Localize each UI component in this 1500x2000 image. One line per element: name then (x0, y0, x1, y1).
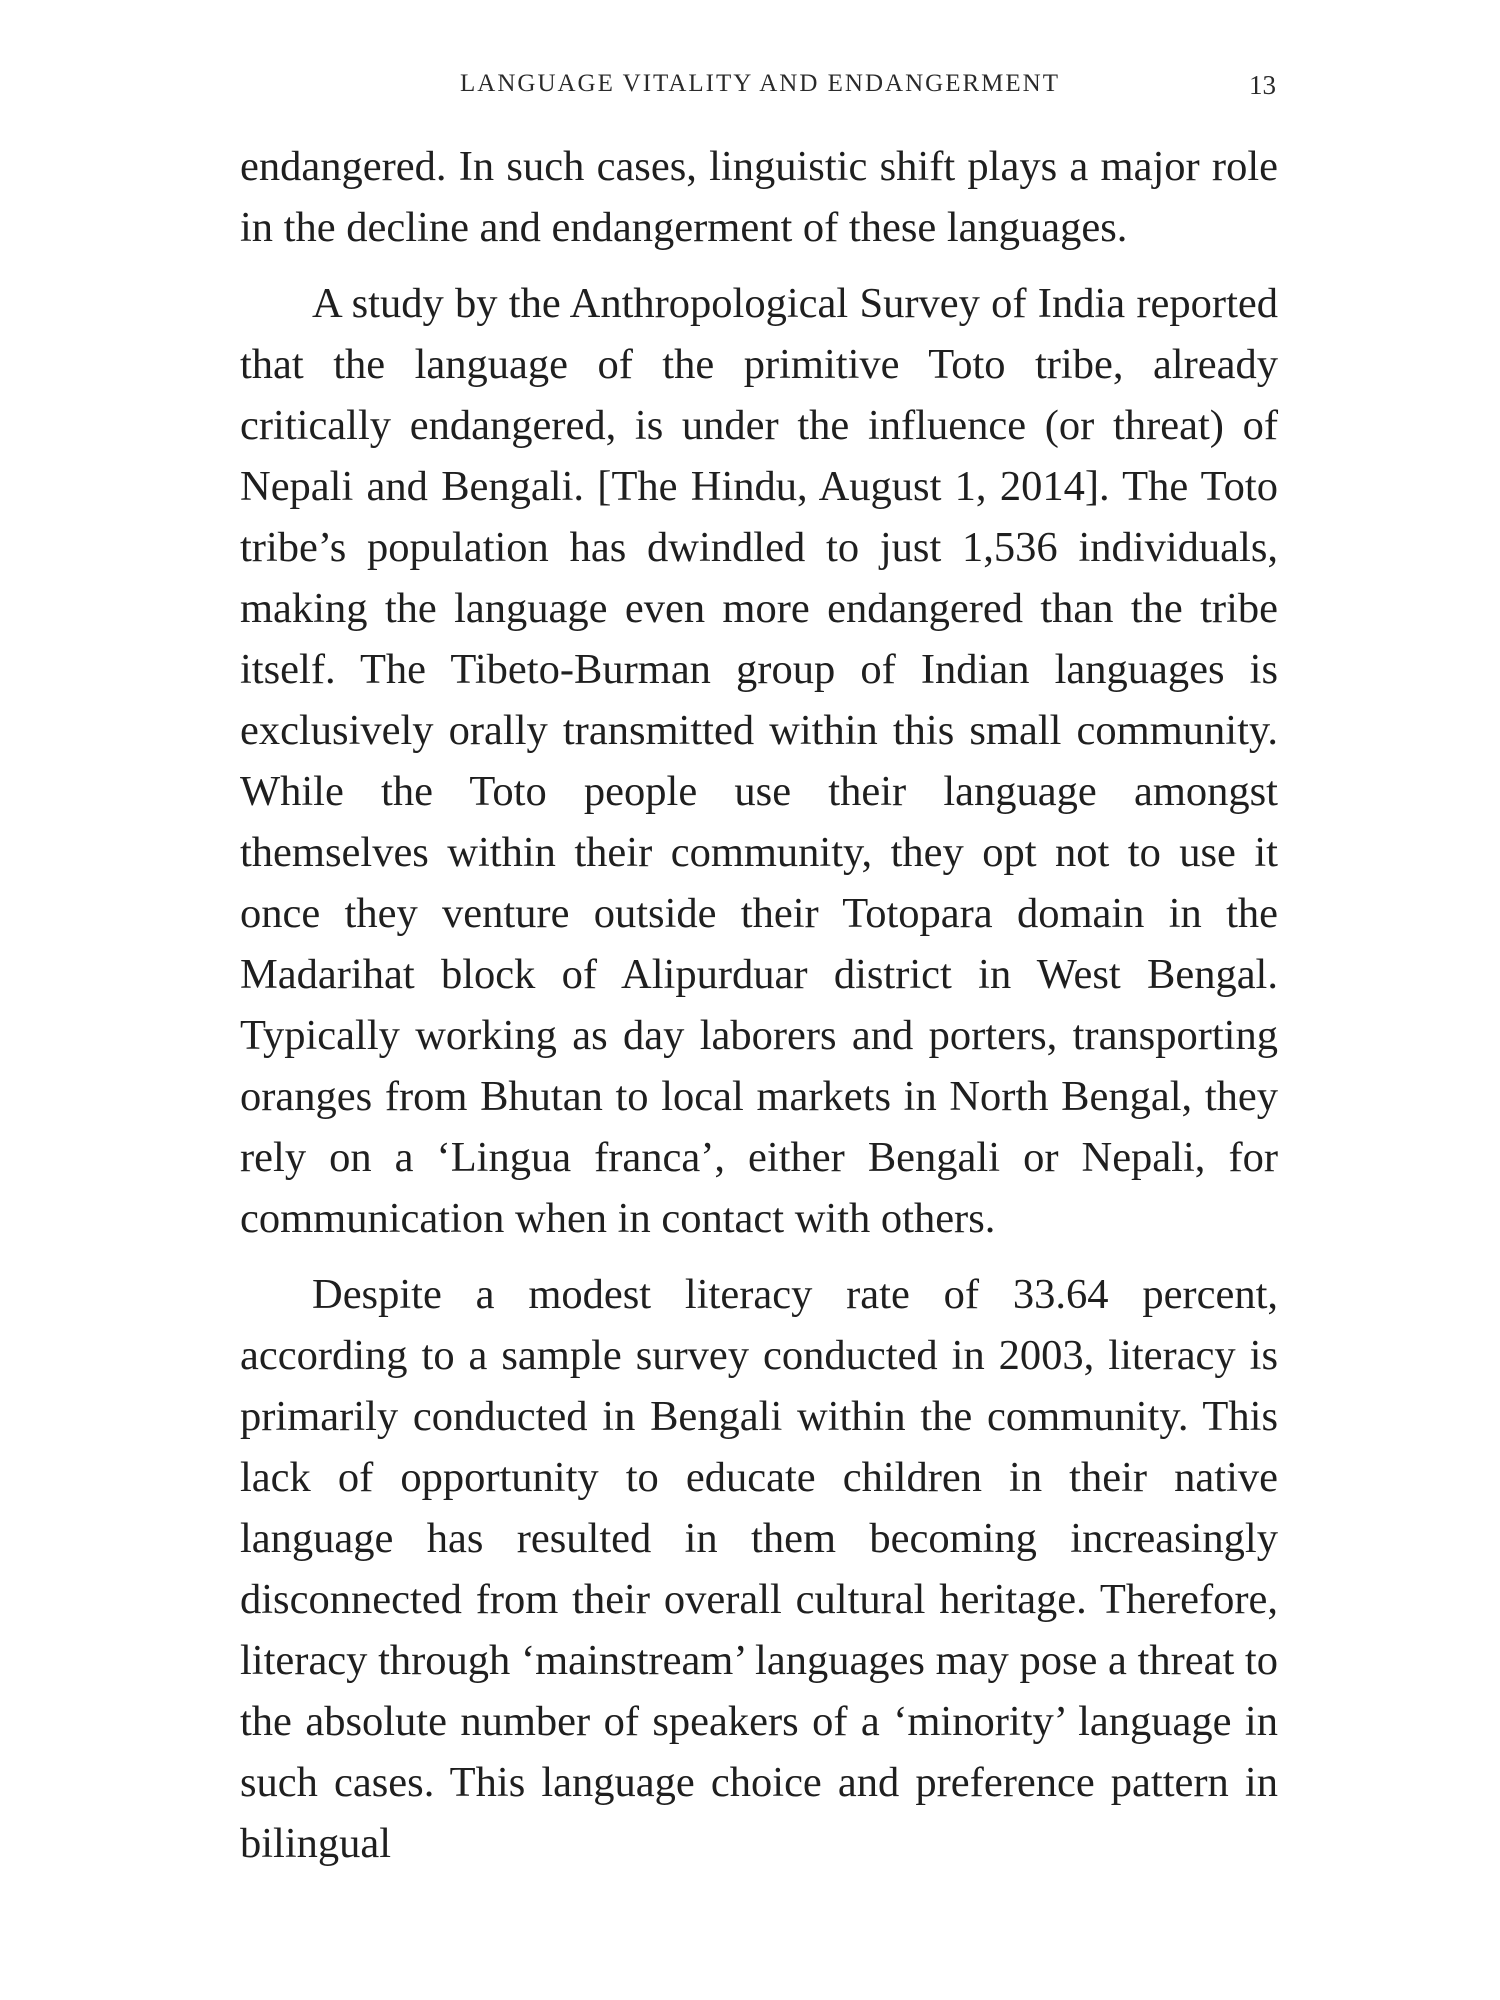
paragraph-toto-tribe: A study by the Anthropological Survey of India reported that the language of the primitive Toto tribe, already critically endangered, is under the influence (or threat) of Nepali and Bengali. [The Hindu, August 1, 2014]. The Toto tribe’s population has dwindled to just 1,536 individuals, making the language even more endangered than the tribe itself. The Tibeto-Burman group of Indian languages is exclusively orally transmitted within this small community. While the Toto people use their language amongst themselves within their community, they opt not to use it once they venture outside their Totopara domain in the Madarihat block of Alipurduar district in West Bengal. Typically working as day laborers and porters, transporting oranges from Bhutan to local markets in North Bengal, they rely on a ‘Lingua franca’, either Bengali or Nepali, for communication when in contact with others. (240, 280, 1278, 1242)
body-text (240, 136, 1278, 1874)
running-head-title: LANGUAGE VITALITY AND ENDANGERMENT (460, 70, 1060, 97)
page-number: 13 (1249, 70, 1276, 100)
paragraph-continuation: endangered. In such cases, linguistic shift plays a major role in the decline and endangerment of these languages. (240, 143, 1278, 251)
paragraph-literacy: Despite a modest literacy rate of 33.64 percent, according to a sample survey conducted in 2003, literacy is primarily conducted in Bengali within the community. This lack of opportunity to educate children in their native language has resulted in them becoming increasingly disconnected from their overall cultural heritage. Therefore, literacy through ‘mainstream’ languages may pose a threat to the absolute number of speakers of a ‘minority’ language in such cases. This language choice and preference pattern in bilingual (240, 1271, 1278, 1867)
